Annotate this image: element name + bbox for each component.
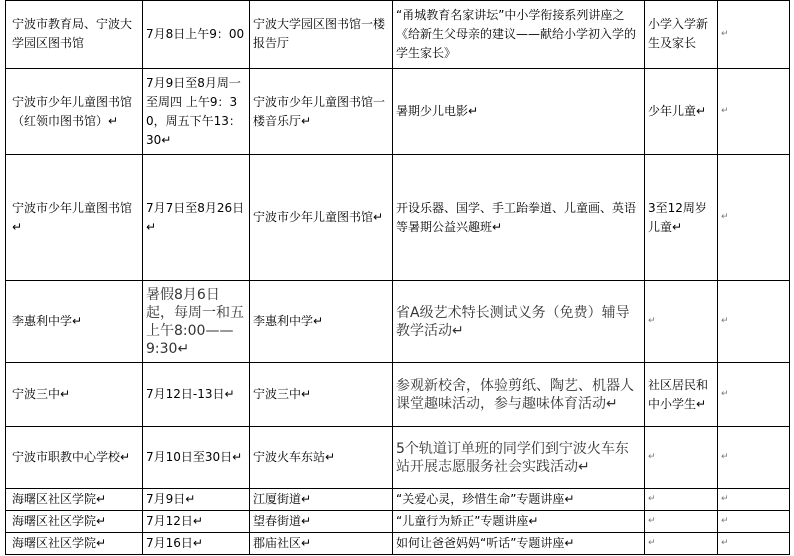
organizer-cell: 李惠利中学↵ [6,281,143,363]
remark-cell: ↵ [718,69,790,155]
table-row [6,281,790,363]
time-cell: 7月12日-13日↵ [143,363,250,427]
table-row [6,427,790,489]
remark-cell: ↵ [718,533,790,555]
audience-cell: ↵ [645,533,718,555]
activity-cell: 开设乐器、国学、手工跆拳道、儿童画、英语等暑期公益兴趣班↵ [393,155,645,281]
activity-cell: “关爱心灵，珍惜生命”专题讲座↵ [393,489,645,511]
remark-cell: ↵ [718,489,790,511]
venue-cell: 宁波三中↵ [250,363,393,427]
activity-cell: 5个轨道订单班的同学们到宁波火车东站开展志愿服务社会实践活动↵ [393,427,645,489]
time-cell: 暑假8月6日起，每周一和五上午8:00——9:30↵ [143,281,250,363]
audience-cell: ↵ [645,511,718,533]
remark-cell: ↵ [718,155,790,281]
audience-cell: 小学入学新生及家长 [645,1,718,69]
organizer-cell: 海曙区社区学院↵ [6,489,143,511]
time-cell: 7月10日至30日↵ [143,427,250,489]
venue-cell: 宁波市少年儿童图书馆一楼音乐厅↵ [250,69,393,155]
audience-cell: 少年儿童↵ [645,69,718,155]
remark-cell: ↵ [718,363,790,427]
organizer-cell: 宁波市少年儿童图书馆（红领巾图书馆）↵ [6,69,143,155]
audience-cell: ↵ [645,281,718,363]
time-cell: 7月7日至8月26日↵ [143,155,250,281]
table-row [6,489,790,511]
activity-cell: 如何让爸爸妈妈“听话”专题讲座↵ [393,533,645,555]
activity-table [5,0,790,555]
table-row [6,533,790,555]
activity-cell: “甬城教育名家讲坛”中小学衔接系列讲座之《给新生父母亲的建议——献给小学初入学的学生家长》 [393,1,645,69]
organizer-cell: 宁波市少年儿童图书馆↵ [6,155,143,281]
activity-cell: 参观新校舍，体验剪纸、陶艺、机器人课堂趣味活动，参与趣味体育活动↵ [393,363,645,427]
time-cell: 7月9日至8月周一至周四 上午9：30，周五下午13：30↵ [143,69,250,155]
table-row [6,511,790,533]
audience-cell: ↵ [645,489,718,511]
table-row [6,155,790,281]
time-cell: 7月16日↵ [143,533,250,555]
audience-cell: ↵ [645,427,718,489]
remark-cell: ↵ [718,1,790,69]
audience-cell: 社区居民和中小学生↵ [645,363,718,427]
table-row [6,363,790,427]
organizer-cell: 宁波市职教中心学校↵ [6,427,143,489]
venue-cell: 江厦街道↵ [250,489,393,511]
organizer-cell: 海曙区社区学院↵ [6,533,143,555]
organizer-cell: 宁波三中↵ [6,363,143,427]
organizer-cell: 海曙区社区学院↵ [6,511,143,533]
time-cell: 7月9日↵ [143,489,250,511]
activity-cell: 省A级艺术特长测试义务（免费）辅导教学活动↵ [393,281,645,363]
activity-cell: “儿童行为矫正”专题讲座↵ [393,511,645,533]
audience-cell: 3至12周岁儿童↵ [645,155,718,281]
remark-cell: ↵ [718,511,790,533]
venue-cell: 宁波市少年儿童图书馆↵ [250,155,393,281]
time-cell: 7月12日↵ [143,511,250,533]
remark-cell: ↵ [718,427,790,489]
table-row [6,1,790,69]
remark-cell: ↵ [718,281,790,363]
venue-cell: 宁波大学园区图书馆一楼报告厅 [250,1,393,69]
venue-cell: 宁波火车东站↵ [250,427,393,489]
venue-cell: 郡庙社区↵ [250,533,393,555]
activity-cell: 暑期少儿电影↵ [393,69,645,155]
venue-cell: 李惠利中学↵ [250,281,393,363]
time-cell: 7月8日上午9：00 [143,1,250,69]
venue-cell: 望春街道↵ [250,511,393,533]
organizer-cell: 宁波市教育局、宁波大学园区图书馆 [6,1,143,69]
table-row [6,69,790,155]
